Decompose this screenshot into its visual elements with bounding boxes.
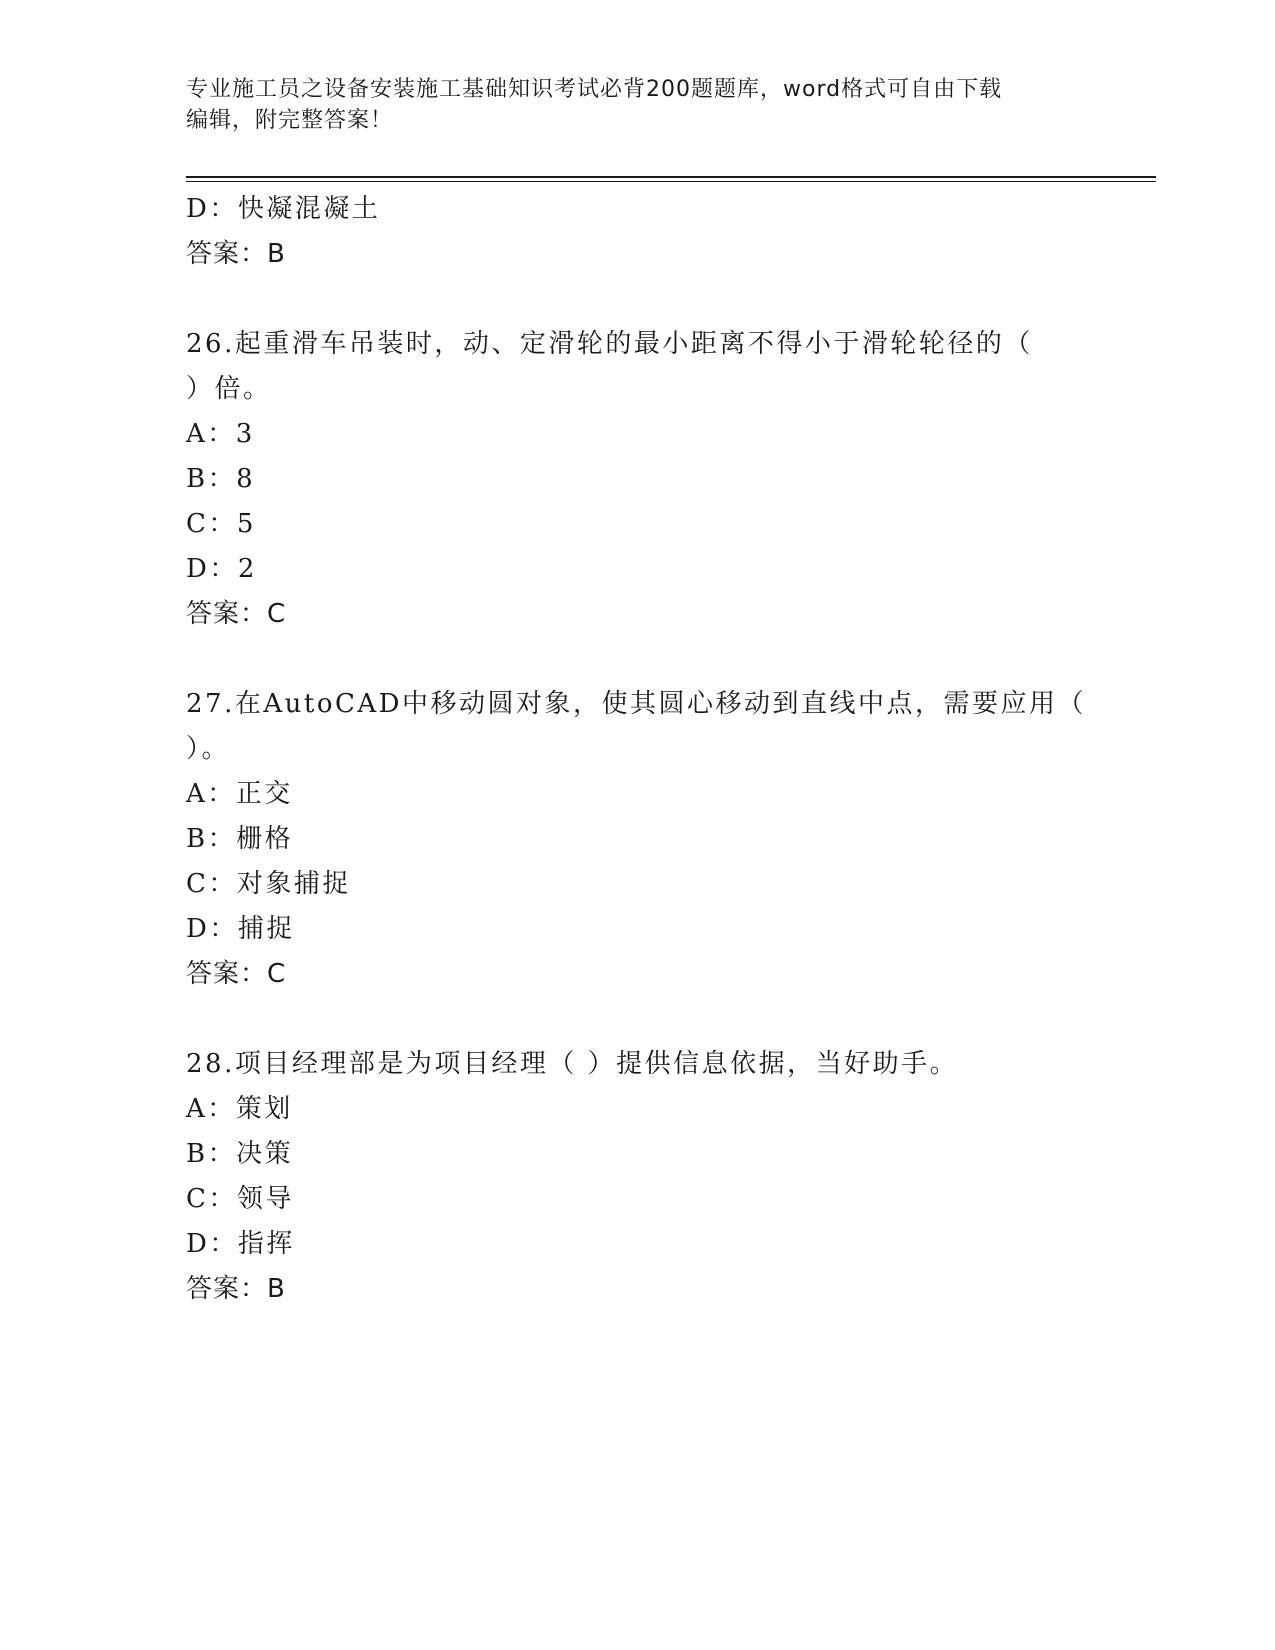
carryover-option-d: D：快凝混凝土 — [186, 194, 381, 224]
document-header — [186, 74, 1066, 136]
question-26-option-c: C：5 — [186, 509, 256, 539]
question-28-option-d: D：指挥 — [186, 1229, 295, 1259]
question-28-text-line-1: 28.项目经理部是为项目经理（ ）提供信息依据，当好助手。 — [186, 1049, 959, 1079]
header-divider-thick — [186, 176, 1156, 178]
header-line-2: 编辑，附完整答案！ — [186, 108, 394, 133]
question-27-text-line-1: 27.在AutoCAD中移动圆对象，使其圆心移动到直线中点，需要应用（ — [186, 689, 1086, 719]
question-26-text-line-1: 26.起重滑车吊装时，动、定滑轮的最小距离不得小于滑轮轮径的（ — [186, 329, 1033, 359]
question-28-option-b: B：决策 — [186, 1139, 294, 1169]
question-27-answer: 答案：C — [186, 959, 287, 989]
question-26-option-b: B：8 — [186, 464, 256, 494]
question-27-option-b: B：栅格 — [186, 824, 294, 854]
question-28-answer: 答案：B — [186, 1274, 286, 1304]
question-26-option-d: D：2 — [186, 554, 257, 584]
question-28-option-c: C：领导 — [186, 1184, 294, 1214]
question-26-answer: 答案：C — [186, 599, 287, 629]
question-26-option-a: A：3 — [186, 419, 255, 449]
question-27-option-d: D：捕捉 — [186, 914, 295, 944]
question-27-option-a: A：正交 — [186, 779, 293, 809]
question-27-text-line-2: ）。 — [186, 734, 231, 764]
question-26-text-line-2: ）倍。 — [186, 374, 272, 404]
question-27-option-c: C：对象捕捉 — [186, 869, 351, 899]
header-divider-thin — [186, 181, 1156, 182]
question-28-option-a: A：策划 — [186, 1094, 293, 1124]
carryover-answer: 答案：B — [186, 239, 286, 269]
header-line-1: 专业施工员之设备安装施工基础知识考试必背200题题库，word格式可自由下载 — [186, 77, 1003, 102]
